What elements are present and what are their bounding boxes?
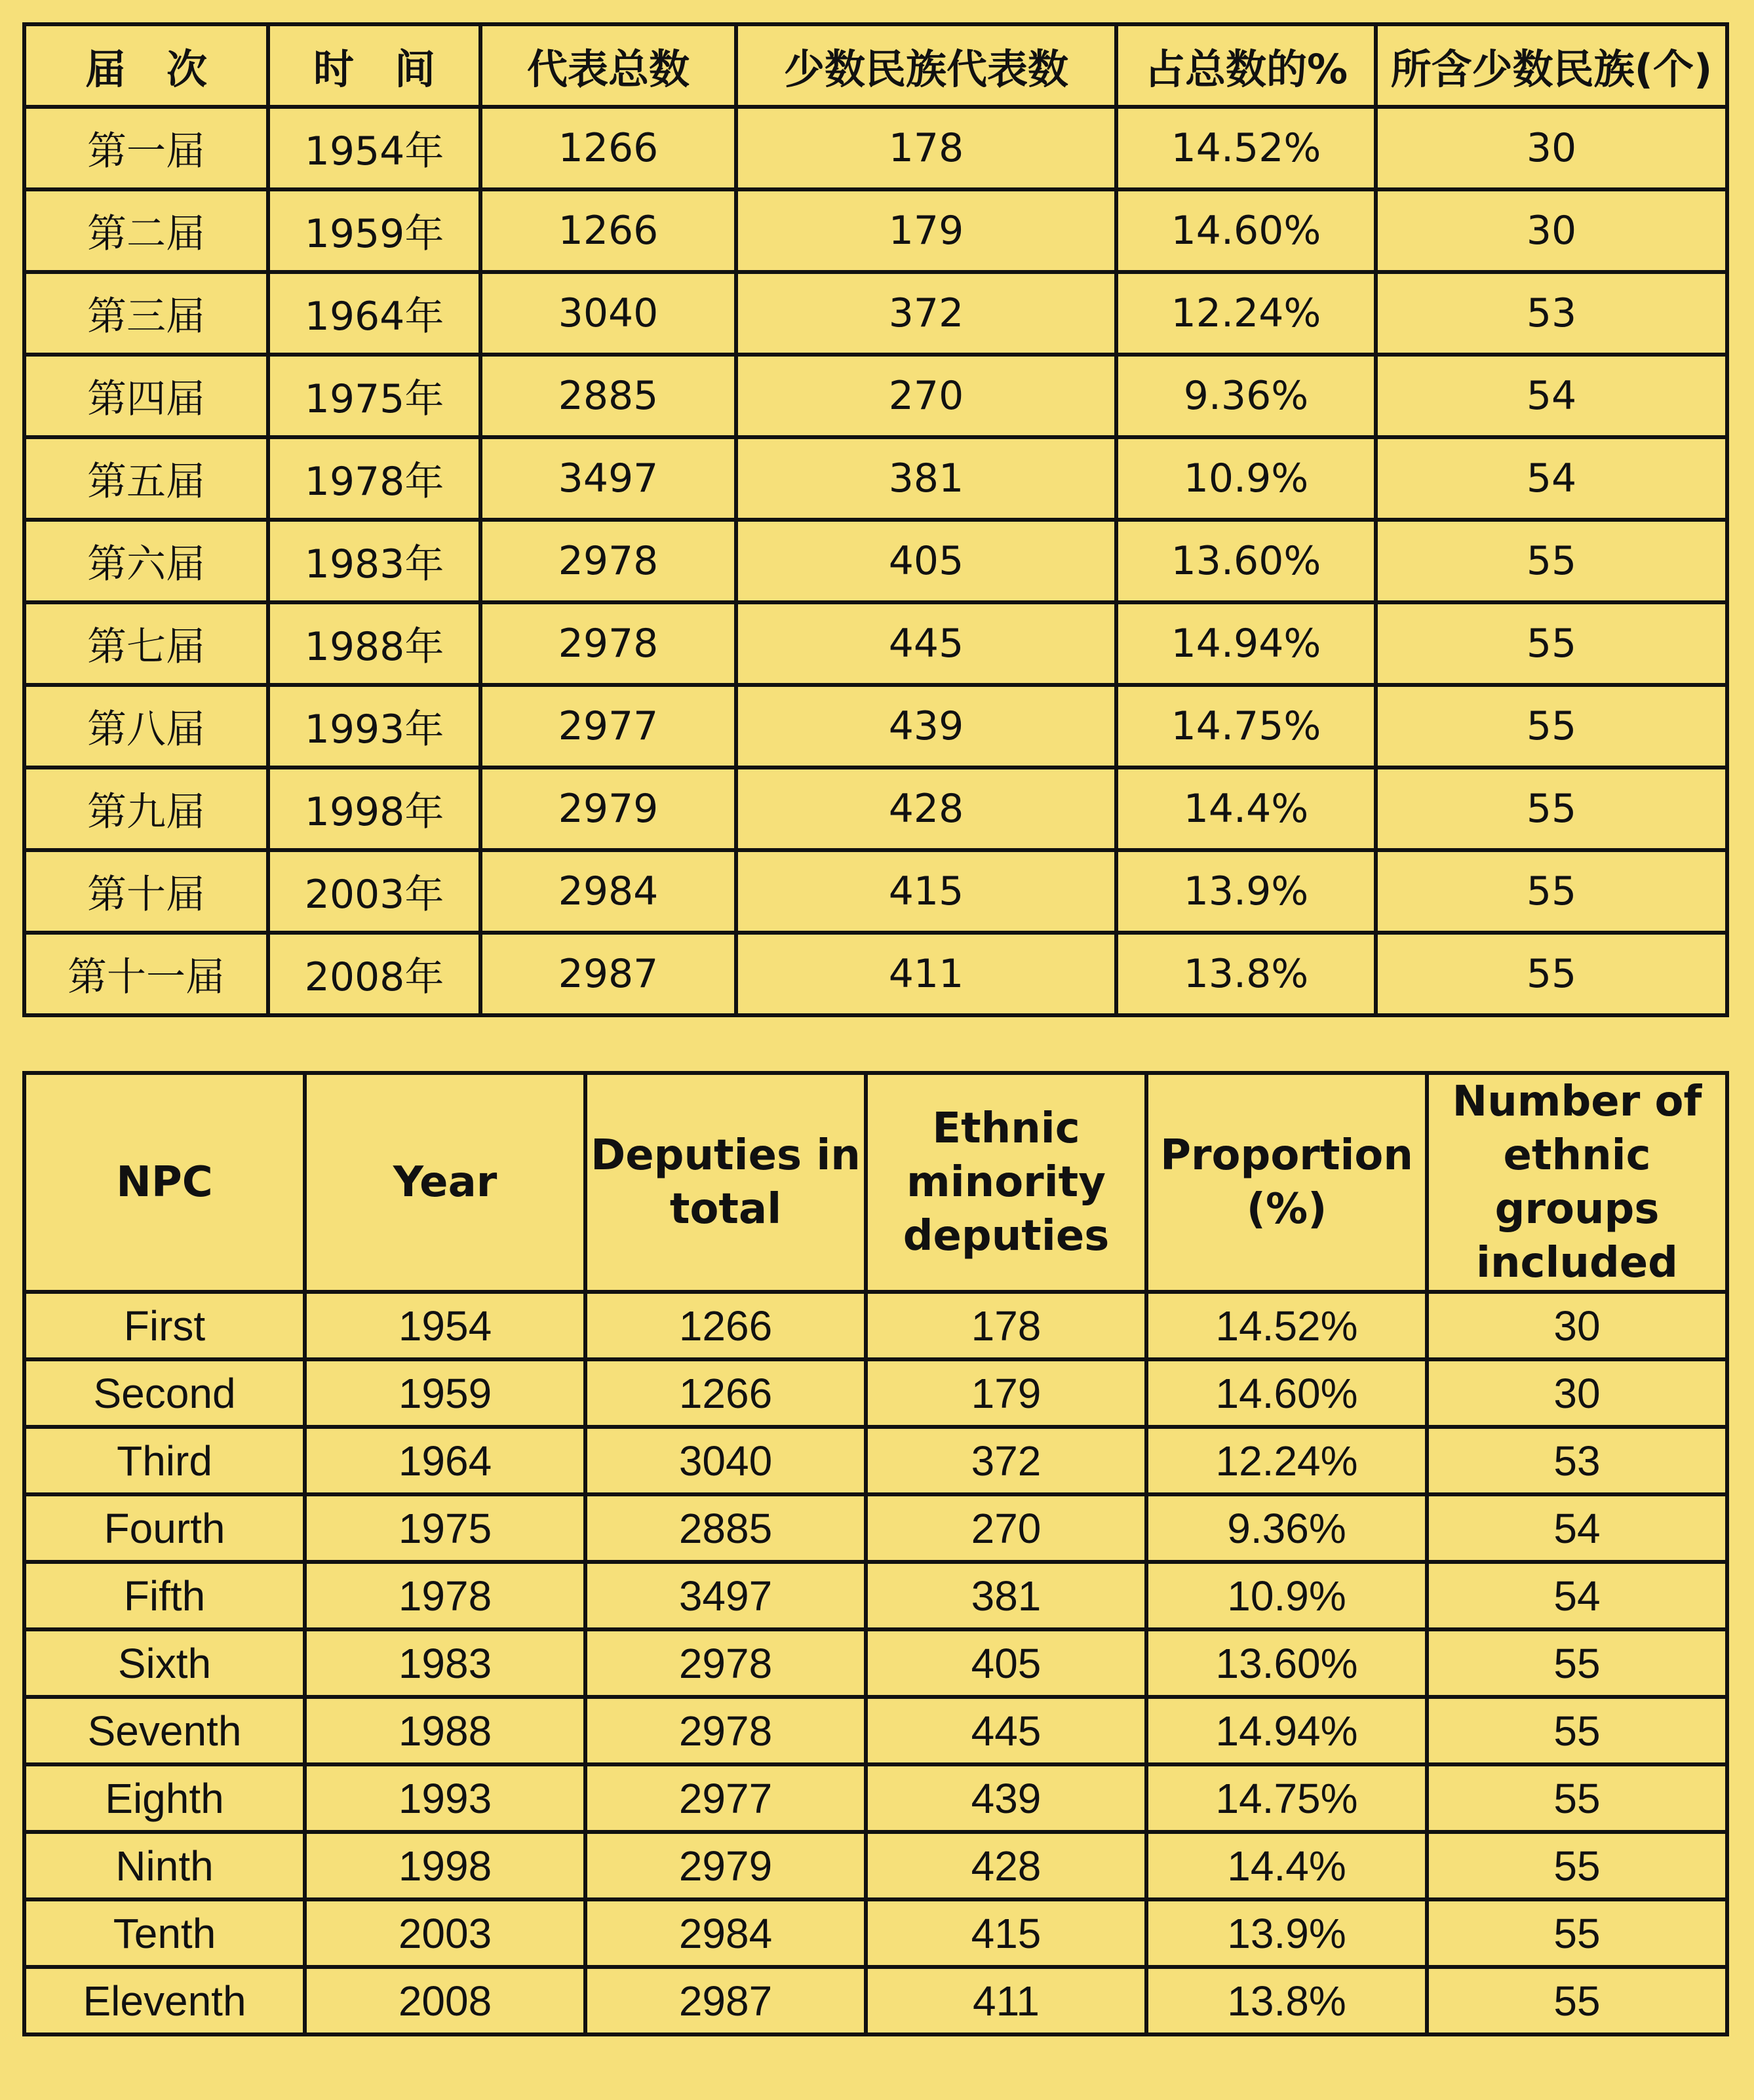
total-deputies-cell: 2885 (480, 355, 736, 437)
table-row (24, 1697, 1727, 1764)
total-deputies-cell: 1266 (480, 189, 736, 272)
total-deputies-cell: 2978 (585, 1629, 866, 1697)
total-deputies-cell: 1266 (585, 1359, 866, 1427)
table-row (24, 1899, 1727, 1967)
session-cell: 第十一届 (24, 933, 268, 1015)
header-proportion: Proportion (%) (1146, 1073, 1427, 1292)
year-cell: 1954 (305, 1292, 585, 1359)
total-deputies-cell: 2987 (480, 933, 736, 1015)
year-cell: 1998 (305, 1832, 585, 1899)
ethnic-groups-cell: 55 (1427, 1967, 1727, 2034)
session-cell: 第八届 (24, 685, 268, 768)
table-row (24, 107, 1727, 189)
ethnic-groups-cell: 55 (1376, 520, 1727, 602)
table-row (24, 1832, 1727, 1899)
minority-deputies-cell: 178 (736, 107, 1116, 189)
minority-deputies-cell: 415 (736, 850, 1116, 933)
minority-deputies-cell: 405 (866, 1629, 1146, 1697)
minority-deputies-cell: 372 (866, 1427, 1146, 1494)
year-cell: 1954年 (268, 107, 480, 189)
ethnic-groups-cell: 55 (1376, 850, 1727, 933)
minority-deputies-cell: 445 (866, 1697, 1146, 1764)
total-deputies-cell: 2979 (585, 1832, 866, 1899)
proportion-cell: 14.60% (1116, 189, 1376, 272)
total-deputies-cell: 1266 (480, 107, 736, 189)
header-deputies-total: Deputies in total (585, 1073, 866, 1292)
ethnic-groups-cell: 54 (1376, 437, 1727, 520)
year-cell: 1975年 (268, 355, 480, 437)
session-cell: 第四届 (24, 355, 268, 437)
session-cell: Seventh (24, 1697, 305, 1764)
proportion-cell: 9.36% (1116, 355, 1376, 437)
proportion-cell: 13.9% (1146, 1899, 1427, 1967)
header-minority-deputies: 少数民族代表数 (736, 24, 1116, 107)
ethnic-groups-cell: 53 (1427, 1427, 1727, 1494)
table-row (24, 437, 1727, 520)
ethnic-groups-cell: 55 (1376, 933, 1727, 1015)
year-cell: 2008年 (268, 933, 480, 1015)
proportion-cell: 9.36% (1146, 1494, 1427, 1562)
table-header-row (24, 24, 1727, 107)
total-deputies-cell: 2978 (585, 1697, 866, 1764)
proportion-cell: 14.4% (1116, 768, 1376, 850)
year-cell: 2003年 (268, 850, 480, 933)
table-header-row (24, 1073, 1727, 1292)
year-cell: 2003 (305, 1899, 585, 1967)
minority-deputies-cell: 270 (736, 355, 1116, 437)
session-cell: 第七届 (24, 602, 268, 685)
total-deputies-cell: 2977 (585, 1764, 866, 1832)
header-proportion: 占总数的% (1116, 24, 1376, 107)
proportion-cell: 13.60% (1146, 1629, 1427, 1697)
table-row (24, 768, 1727, 850)
total-deputies-cell: 2984 (585, 1899, 866, 1967)
ethnic-groups-cell: 55 (1427, 1764, 1727, 1832)
table-row (24, 1967, 1727, 2034)
total-deputies-cell: 2977 (480, 685, 736, 768)
table-body (24, 107, 1727, 1015)
ethnic-groups-cell: 55 (1376, 685, 1727, 768)
session-cell: Third (24, 1427, 305, 1494)
header-npc: NPC (24, 1073, 305, 1292)
ethnic-groups-cell: 30 (1427, 1292, 1727, 1359)
year-cell: 1978年 (268, 437, 480, 520)
minority-deputies-cell: 411 (866, 1967, 1146, 2034)
table-row (24, 355, 1727, 437)
session-cell: Ninth (24, 1832, 305, 1899)
session-cell: 第一届 (24, 107, 268, 189)
table-body (24, 1292, 1727, 2034)
proportion-cell: 10.9% (1146, 1562, 1427, 1629)
minority-deputies-cell: 415 (866, 1899, 1146, 1967)
table-row (24, 520, 1727, 602)
header-ethnic-groups: 所含少数民族(个) (1376, 24, 1727, 107)
minority-deputies-cell: 178 (866, 1292, 1146, 1359)
minority-deputies-cell: 428 (736, 768, 1116, 850)
session-cell: Sixth (24, 1629, 305, 1697)
proportion-cell: 13.60% (1116, 520, 1376, 602)
session-cell: First (24, 1292, 305, 1359)
ethnic-groups-cell: 55 (1376, 602, 1727, 685)
header-total-deputies: 代表总数 (480, 24, 736, 107)
total-deputies-cell: 2885 (585, 1494, 866, 1562)
year-cell: 1959 (305, 1359, 585, 1427)
ethnic-groups-cell: 55 (1376, 768, 1727, 850)
proportion-cell: 14.75% (1116, 685, 1376, 768)
minority-deputies-cell: 439 (866, 1764, 1146, 1832)
year-cell: 1988年 (268, 602, 480, 685)
year-cell: 1964 (305, 1427, 585, 1494)
total-deputies-cell: 2978 (480, 520, 736, 602)
proportion-cell: 14.4% (1146, 1832, 1427, 1899)
minority-deputies-cell: 405 (736, 520, 1116, 602)
table-row (24, 1359, 1727, 1427)
header-ethnic-groups: Number of ethnic groups included (1427, 1073, 1727, 1292)
total-deputies-cell: 3497 (585, 1562, 866, 1629)
ethnic-groups-cell: 55 (1427, 1832, 1727, 1899)
ethnic-groups-cell: 54 (1427, 1562, 1727, 1629)
minority-deputies-cell: 381 (866, 1562, 1146, 1629)
table-row (24, 1494, 1727, 1562)
header-session: 届 次 (24, 24, 268, 107)
minority-deputies-cell: 381 (736, 437, 1116, 520)
proportion-cell: 14.94% (1146, 1697, 1427, 1764)
ethnic-groups-cell: 55 (1427, 1899, 1727, 1967)
year-cell: 1993 (305, 1764, 585, 1832)
year-cell: 1983 (305, 1629, 585, 1697)
minority-deputies-cell: 439 (736, 685, 1116, 768)
chinese-npc-table (22, 22, 1729, 1017)
proportion-cell: 10.9% (1116, 437, 1376, 520)
table-row (24, 602, 1727, 685)
session-cell: 第九届 (24, 768, 268, 850)
table-row (24, 1764, 1727, 1832)
proportion-cell: 12.24% (1146, 1427, 1427, 1494)
ethnic-groups-cell: 54 (1376, 355, 1727, 437)
year-cell: 1959年 (268, 189, 480, 272)
proportion-cell: 14.52% (1116, 107, 1376, 189)
ethnic-groups-cell: 55 (1427, 1697, 1727, 1764)
ethnic-groups-cell: 30 (1376, 107, 1727, 189)
total-deputies-cell: 1266 (585, 1292, 866, 1359)
table-row (24, 933, 1727, 1015)
english-npc-table (22, 1071, 1729, 2036)
total-deputies-cell: 3040 (480, 272, 736, 355)
proportion-cell: 13.9% (1116, 850, 1376, 933)
minority-deputies-cell: 372 (736, 272, 1116, 355)
session-cell: 第三届 (24, 272, 268, 355)
total-deputies-cell: 2979 (480, 768, 736, 850)
session-cell: 第五届 (24, 437, 268, 520)
total-deputies-cell: 2987 (585, 1967, 866, 2034)
session-cell: Tenth (24, 1899, 305, 1967)
table-row (24, 1427, 1727, 1494)
year-cell: 1978 (305, 1562, 585, 1629)
table-row (24, 1562, 1727, 1629)
session-cell: 第十届 (24, 850, 268, 933)
year-cell: 1983年 (268, 520, 480, 602)
ethnic-groups-cell: 30 (1376, 189, 1727, 272)
header-year: Year (305, 1073, 585, 1292)
minority-deputies-cell: 270 (866, 1494, 1146, 1562)
table-row (24, 685, 1727, 768)
header-minority-deputies: Ethnic minority deputies (866, 1073, 1146, 1292)
minority-deputies-cell: 411 (736, 933, 1116, 1015)
table-row (24, 189, 1727, 272)
ethnic-groups-cell: 53 (1376, 272, 1727, 355)
ethnic-groups-cell: 55 (1427, 1629, 1727, 1697)
proportion-cell: 13.8% (1116, 933, 1376, 1015)
session-cell: Fifth (24, 1562, 305, 1629)
session-cell: Second (24, 1359, 305, 1427)
total-deputies-cell: 3040 (585, 1427, 866, 1494)
table-row (24, 1292, 1727, 1359)
year-cell: 2008 (305, 1967, 585, 2034)
year-cell: 1998年 (268, 768, 480, 850)
year-cell: 1993年 (268, 685, 480, 768)
session-cell: Eighth (24, 1764, 305, 1832)
minority-deputies-cell: 179 (736, 189, 1116, 272)
session-cell: Fourth (24, 1494, 305, 1562)
minority-deputies-cell: 428 (866, 1832, 1146, 1899)
minority-deputies-cell: 179 (866, 1359, 1146, 1427)
ethnic-groups-cell: 54 (1427, 1494, 1727, 1562)
proportion-cell: 12.24% (1116, 272, 1376, 355)
year-cell: 1964年 (268, 272, 480, 355)
table-row (24, 272, 1727, 355)
header-time: 时 间 (268, 24, 480, 107)
session-cell: Eleventh (24, 1967, 305, 2034)
year-cell: 1975 (305, 1494, 585, 1562)
session-cell: 第二届 (24, 189, 268, 272)
table-row (24, 850, 1727, 933)
ethnic-groups-cell: 30 (1427, 1359, 1727, 1427)
total-deputies-cell: 2984 (480, 850, 736, 933)
proportion-cell: 14.94% (1116, 602, 1376, 685)
year-cell: 1988 (305, 1697, 585, 1764)
total-deputies-cell: 2978 (480, 602, 736, 685)
proportion-cell: 14.52% (1146, 1292, 1427, 1359)
proportion-cell: 14.60% (1146, 1359, 1427, 1427)
session-cell: 第六届 (24, 520, 268, 602)
minority-deputies-cell: 445 (736, 602, 1116, 685)
proportion-cell: 14.75% (1146, 1764, 1427, 1832)
total-deputies-cell: 3497 (480, 437, 736, 520)
table-row (24, 1629, 1727, 1697)
proportion-cell: 13.8% (1146, 1967, 1427, 2034)
